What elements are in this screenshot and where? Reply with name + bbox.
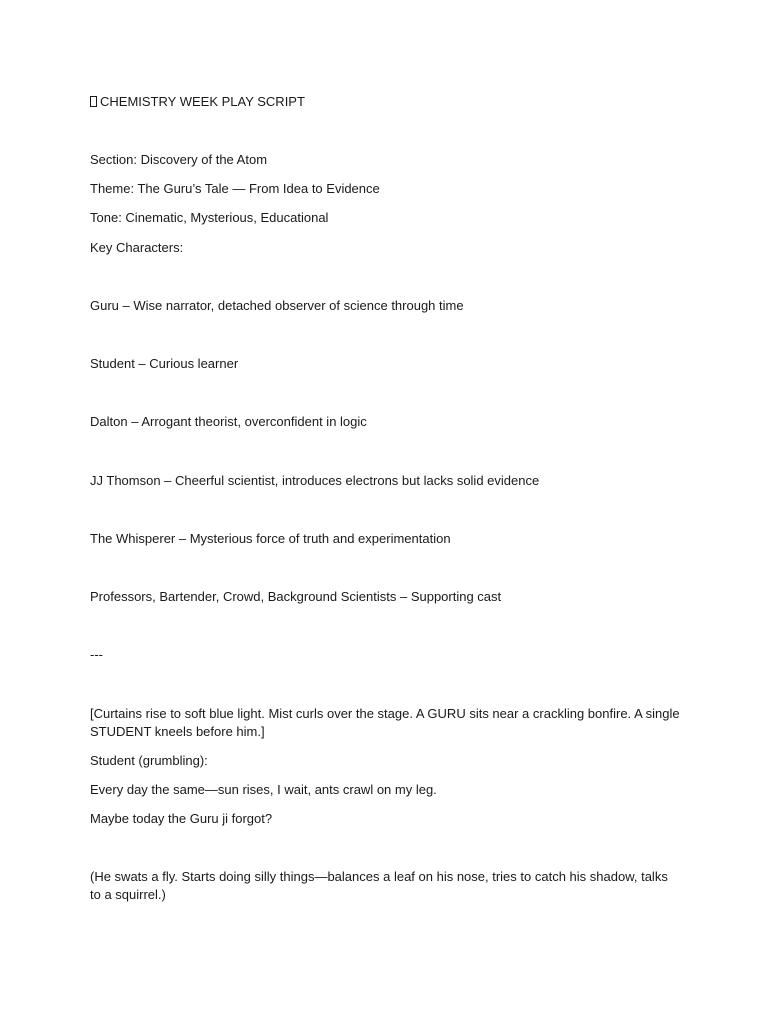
dialogue-line: Maybe today the Guru ji forgot? — [90, 811, 273, 826]
missing-glyph-icon — [90, 96, 97, 107]
key-characters-heading: Key Characters: — [90, 240, 184, 255]
document-title — [90, 93, 680, 111]
speaker-student: Student (grumbling): — [90, 753, 208, 768]
theme-line: Theme: The Guru’s Tale — From Idea to Evidence — [90, 181, 380, 196]
character-dalton: Dalton – Arrogant theorist, overconfident in logic — [90, 414, 367, 429]
stage-direction-silly-things: (He swats a fly. Starts doing silly things—balances a leaf on his nose, tries to catch his shadow, talks to a squirrel.) — [90, 869, 668, 902]
stage-direction-opening: [Curtains rise to soft blue light. Mist curls over the stage. A GURU sits near a crackling bonfire. A single STUDENT kneels before him.] — [90, 706, 680, 739]
document-title-text: CHEMISTRY WEEK PLAY SCRIPT — [100, 94, 305, 109]
character-student: Student – Curious learner — [90, 356, 239, 371]
character-jj-thomson: JJ Thomson – Cheerful scientist, introduces electrons but lacks solid evidence — [90, 473, 540, 488]
tone-line: Tone: Cinematic, Mysterious, Educational — [90, 210, 329, 225]
character-whisperer: The Whisperer – Mysterious force of truth and experimentation — [90, 531, 451, 546]
section-line: Section: Discovery of the Atom — [90, 152, 268, 167]
character-supporting-cast: Professors, Bartender, Crowd, Background Scientists – Supporting cast — [90, 589, 502, 604]
dialogue-line: Every day the same—sun rises, I wait, ants crawl on my leg. — [90, 782, 437, 797]
character-guru: Guru – Wise narrator, detached observer of science through time — [90, 298, 464, 313]
section-separator: --- — [90, 647, 103, 662]
